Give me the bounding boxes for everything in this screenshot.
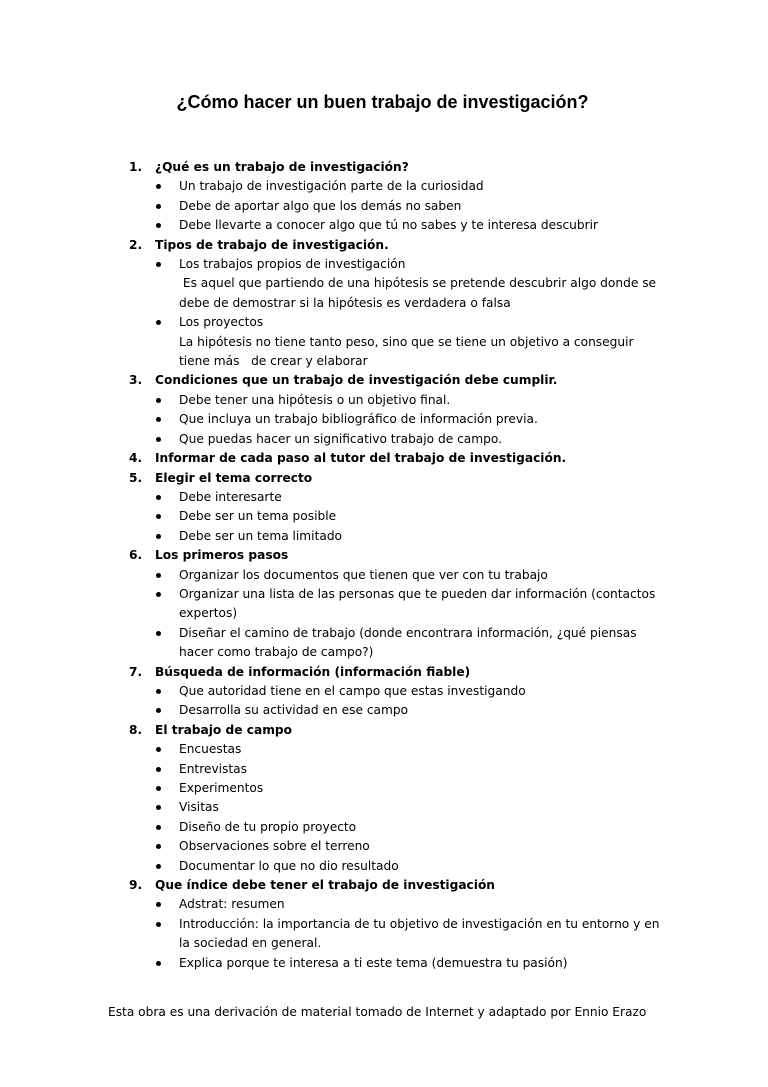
bullet-text: Debe llevarte a conocer algo que tú no sabes y te interesa descubrir <box>179 218 599 233</box>
bullet-item <box>155 837 665 856</box>
bullet-dot-icon <box>156 708 161 713</box>
bullet-text: Debe interesarte <box>179 489 282 504</box>
bullet-dot-icon <box>156 922 161 927</box>
section-title: Tipos de trabajo de investigación. <box>155 237 389 252</box>
section-number: 7. <box>129 664 143 679</box>
section-item <box>125 663 665 721</box>
section-title: Que índice debe tener el trabajo de investigación <box>155 878 495 893</box>
bullet-dot-icon <box>156 514 161 519</box>
bullet-text: Que puedas hacer un significativo trabajo de campo. <box>179 431 502 446</box>
bullet-item <box>155 857 665 876</box>
bullet-text: Que autoridad tiene en el campo que estas investigando <box>179 683 526 698</box>
bullet-item <box>155 779 665 798</box>
section-item <box>125 876 665 973</box>
bullet-dot-icon <box>156 398 161 403</box>
bullet-text: Los proyectos <box>179 315 264 330</box>
bullet-dot-icon <box>156 825 161 830</box>
bullet-dot-icon <box>156 844 161 849</box>
bullet-dot-icon <box>156 592 161 597</box>
section-list <box>125 158 665 973</box>
bullet-item <box>155 585 665 624</box>
bullet-item <box>155 488 665 507</box>
bullet-dot-icon <box>156 747 161 752</box>
bullet-dot-icon <box>156 864 161 869</box>
bullet-text: Organizar los documentos que tienen que ver con tu trabajo <box>179 567 548 582</box>
bullet-list <box>155 682 665 721</box>
section-number: 6. <box>129 548 143 563</box>
bullet-text: Debe ser un tema limitado <box>179 528 343 543</box>
bullet-text: Un trabajo de investigación parte de la curiosidad <box>179 179 484 194</box>
bullet-text: Documentar lo que no dio resultado <box>179 858 399 873</box>
bullet-list <box>155 255 665 371</box>
bullet-item <box>155 798 665 817</box>
bullet-text: Diseño de tu propio proyecto <box>179 819 357 834</box>
bullet-item <box>155 682 665 701</box>
section-item <box>125 371 665 449</box>
document-body <box>125 158 665 973</box>
section-number: 9. <box>129 878 143 893</box>
section-number: 3. <box>129 373 143 388</box>
bullet-dot-icon <box>156 573 161 578</box>
section-item <box>125 158 665 236</box>
section-item <box>125 721 665 876</box>
section-number: 8. <box>129 722 143 737</box>
bullet-text: Visitas <box>179 800 219 815</box>
bullet-item <box>155 255 665 313</box>
bullet-dot-icon <box>156 961 161 966</box>
bullet-item <box>155 430 665 449</box>
bullet-dot-icon <box>156 534 161 539</box>
bullet-dot-icon <box>156 689 161 694</box>
section-item <box>125 469 665 547</box>
bullet-item <box>155 197 665 216</box>
bullet-text: Adstrat: resumen <box>179 897 285 912</box>
bullet-list <box>155 488 665 546</box>
bullet-text: Los trabajos propios de investigación <box>179 257 406 272</box>
bullet-item <box>155 954 665 973</box>
page-title-text: ¿Cómo hacer un buen trabajo de investigación? <box>176 92 589 112</box>
bullet-text: Encuestas <box>179 742 242 757</box>
bullet-item <box>155 391 665 410</box>
section-number: 1. <box>129 160 143 174</box>
section-title: Condiciones que un trabajo de investigación debe cumplir. <box>155 373 558 388</box>
bullet-item <box>155 410 665 429</box>
bullet-text: Introducción: la importancia de tu objetivo de investigación en tu entorno y en la sociedad en general. <box>179 916 660 951</box>
bullet-dot-icon <box>156 437 161 442</box>
bullet-item <box>155 818 665 837</box>
section-title: Los primeros pasos <box>155 548 289 563</box>
section-number: 5. <box>129 470 143 485</box>
page-footer: Esta obra es una derivación de material tomado de Internet y adaptado por Ennio Erazo <box>108 1005 647 1019</box>
section-number: 2. <box>129 237 143 252</box>
section-item <box>125 546 665 662</box>
section-title: Elegir el tema correcto <box>155 470 313 485</box>
bullet-text: Experimentos <box>179 781 264 795</box>
bullet-dot-icon <box>156 902 161 907</box>
bullet-dot-icon <box>156 417 161 422</box>
bullet-item <box>155 624 665 663</box>
bullet-dot-icon <box>156 495 161 500</box>
bullet-text: Explica porque te interesa a ti este tema (demuestra tu pasión) <box>179 955 568 970</box>
bullet-text: Observaciones sobre el terreno <box>179 839 370 854</box>
bullet-dot-icon <box>156 805 161 810</box>
section-item <box>125 449 665 468</box>
bullet-dot-icon <box>156 320 161 325</box>
section-item <box>125 236 665 372</box>
bullet-item <box>155 313 665 371</box>
bullet-text: Debe tener una hipótesis o un objetivo final. <box>179 392 451 407</box>
bullet-text: Debe de aportar algo que los demás no saben <box>179 198 462 213</box>
bullet-text: Entrevistas <box>179 761 247 776</box>
bullet-text: Organizar una lista de las personas que te pueden dar información (contactos expertos) <box>179 586 656 621</box>
bullet-item <box>155 895 665 914</box>
bullet-list <box>155 391 665 449</box>
bullet-item <box>155 915 665 954</box>
section-title: ¿Qué es un trabajo de investigación? <box>155 160 409 174</box>
bullet-dot-icon <box>156 204 161 209</box>
bullet-dot-icon <box>156 223 161 228</box>
bullet-text: Debe ser un tema posible <box>179 509 337 524</box>
bullet-item <box>155 177 665 196</box>
bullet-text: Desarrolla su actividad en ese campo <box>179 703 409 718</box>
bullet-list <box>155 740 665 876</box>
bullet-dot-icon <box>156 184 161 189</box>
bullet-dot-icon <box>156 767 161 772</box>
page-title <box>0 92 768 113</box>
section-title: El trabajo de campo <box>155 722 293 737</box>
bullet-list <box>155 895 665 973</box>
bullet-dot-icon <box>156 786 161 791</box>
bullet-item <box>155 760 665 779</box>
section-number: 4. <box>129 451 143 466</box>
bullet-description: La hipótesis no tiene tanto peso, sino que se tiene un objetivo a conseguir tiene más de crear y elaborar <box>179 334 642 369</box>
bullet-text: Que incluya un trabajo bibliográfico de información previa. <box>179 412 538 427</box>
bullet-description: Es aquel que partiendo de una hipótesis se pretende descubrir algo donde se debe de demostrar si la hipótesis es verdadera o falsa <box>179 276 660 310</box>
section-title: Búsqueda de información (información fiable) <box>155 664 471 679</box>
section-title: Informar de cada paso al tutor del trabajo de investigación. <box>155 451 567 466</box>
bullet-item <box>155 740 665 759</box>
bullet-text: Diseñar el camino de trabajo (donde encontrara información, ¿qué piensas hacer como trabajo de campo?) <box>179 625 637 660</box>
bullet-item <box>155 566 665 585</box>
bullet-dot-icon <box>156 262 161 267</box>
bullet-list <box>155 566 665 663</box>
bullet-item <box>155 701 665 720</box>
bullet-list <box>155 177 665 235</box>
bullet-dot-icon <box>156 631 161 636</box>
bullet-item <box>155 527 665 546</box>
bullet-item <box>155 507 665 526</box>
bullet-item <box>155 216 665 235</box>
